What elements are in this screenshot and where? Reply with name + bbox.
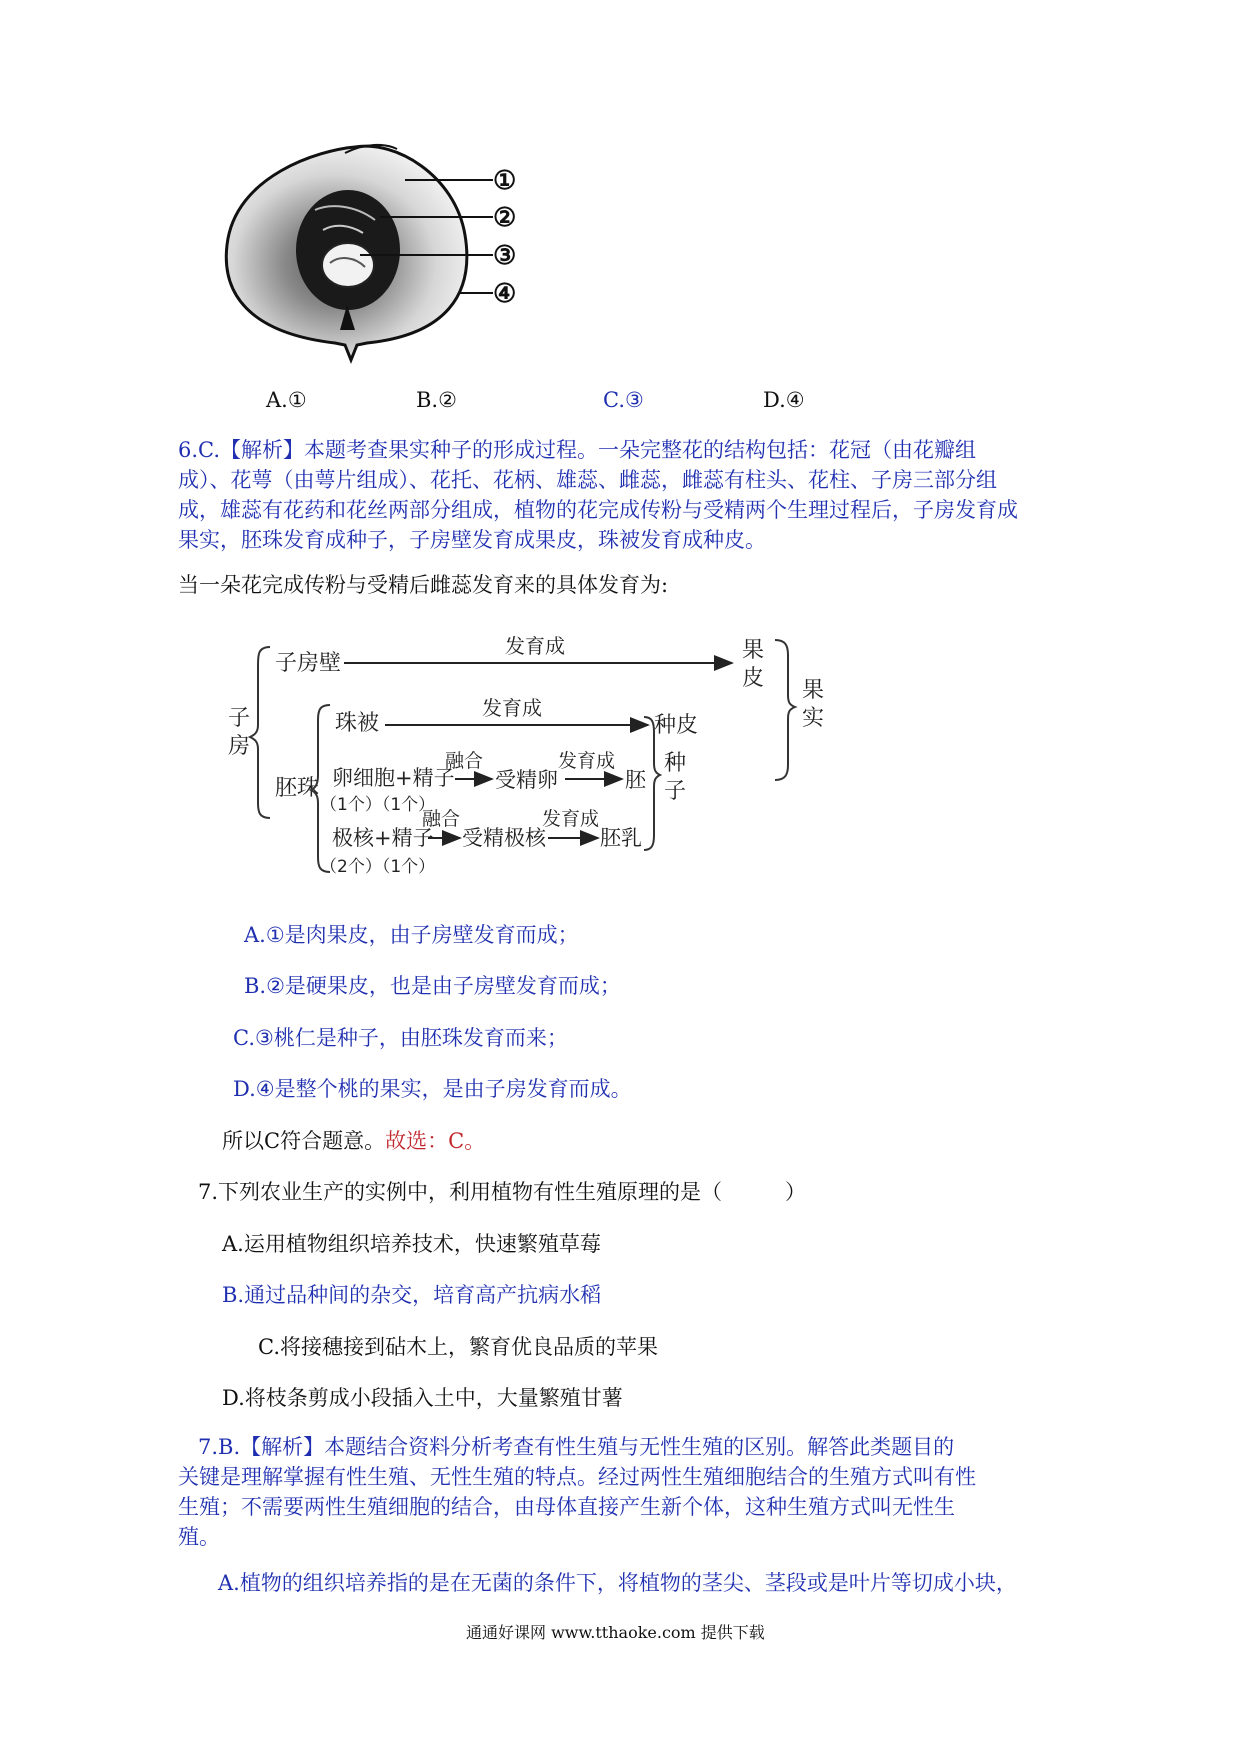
label-3: ③ [493, 241, 517, 271]
q6-explain-b: B.②是硬果皮，也是由子房壁发育而成； [244, 974, 621, 998]
q7-analysis [178, 1432, 1058, 1552]
seed-coat: 种皮 [654, 713, 699, 738]
ovary-wall: 子房壁 [275, 651, 342, 676]
q6-explain-d: D.④是整个桃的果实，是由子房发育而成。 [233, 1077, 632, 1101]
q7-option-a: A.运用植物组织培养技术，快速繁殖草莓 [222, 1232, 601, 1256]
embryo: 胚 [625, 768, 646, 792]
endosperm: 胚乳 [600, 826, 642, 850]
develop-label-4: 发育成 [542, 808, 600, 830]
q6-explain-c: C.③桃仁是种子，由胚珠发育而来； [233, 1026, 568, 1050]
q7-explain-a: A.植物的组织培养指的是在无菌的条件下，将植物的茎尖、茎段或是叶片等切成小块， [218, 1571, 1017, 1595]
develop-label-3: 发育成 [558, 750, 616, 772]
polar-sperm: 极核+精子 [332, 826, 434, 850]
ovary-development-diagram [220, 625, 860, 915]
q7-analysis-line: 7.B.【解析】本题结合资料分析考查有性生殖与无性生殖的区别。解答此类题目的 [198, 1435, 955, 1459]
q6-intro: 当一朵花完成传粉与受精后雌蕊发育来的具体发育为: [178, 573, 669, 597]
label-4: ④ [493, 279, 517, 309]
zygote: 受精卵 [495, 768, 558, 792]
q6-conclusion-line [222, 1126, 485, 1156]
integument: 珠被 [335, 711, 380, 736]
q6-option-b: B.② [416, 388, 457, 412]
q7-option-b: B.通过品种间的杂交，培育高产抗病水稻 [222, 1283, 602, 1307]
label-1: ① [493, 166, 517, 196]
ovary-char-2: 房 [228, 734, 251, 759]
q7-analysis-line: 关键是理解掌握有性生殖、无性生殖的特点。经过两性生殖细胞结合的生殖方式叫有性 [178, 1465, 976, 1489]
q6-conclusion: 所以C符合题意。 [222, 1129, 386, 1153]
label-2: ② [493, 203, 517, 233]
fusion-label-1: 融合 [445, 750, 484, 772]
ovary-brace [250, 647, 270, 818]
q6-explain-a: A.①是肉果皮，由子房壁发育而成； [244, 923, 579, 947]
pericarp-char-2: 皮 [742, 666, 765, 691]
seed-char-2: 子 [664, 779, 687, 804]
polar-counts: （2个）（1个） [320, 857, 436, 877]
q7-option-c: C.将接穗接到砧木上，繁育优良品质的苹果 [258, 1335, 658, 1359]
egg-counts: （1个）（1个） [320, 795, 436, 815]
ovule-brace [311, 705, 330, 872]
page-footer: 通通好课网 www.tthaoke.com 提供下载 [466, 1623, 765, 1642]
q6-analysis-line: 果实，胚珠发育成种子，子房壁发育成果皮，珠被发育成种皮。 [178, 528, 766, 552]
q7-analysis-line: 生殖；不需要两性生殖细胞的结合，由母体直接产生新个体，这种生殖方式叫无性生 [178, 1495, 955, 1519]
q7-question: 7.下列农业生产的实例中，利用植物有性生殖原理的是（ ） [198, 1180, 807, 1204]
q7-analysis-line: 殖。 [178, 1525, 220, 1549]
q7-option-d: D.将枝条剪成小段插入土中，大量繁殖甘薯 [222, 1386, 623, 1410]
ovary-char-1: 子 [228, 706, 251, 731]
fruit-char-2: 实 [802, 706, 825, 731]
develop-label-1: 发育成 [505, 634, 565, 658]
fusion-label-2: 融合 [422, 808, 461, 830]
q6-analysis-line: 6.C.【解析】本题考查果实种子的形成过程。一朵完整花的结构包括：花冠（由花瓣组 [178, 438, 977, 462]
pericarp-char-1: 果 [742, 638, 765, 663]
fruit-char-1: 果 [802, 678, 825, 703]
q6-analysis [178, 435, 1058, 555]
q6-option-c: C.③ [603, 388, 644, 412]
egg-sperm: 卵细胞+精子 [332, 766, 455, 790]
fruit-brace [775, 640, 795, 780]
q6-analysis-line: 成）、花萼（由萼片组成）、花托、花柄、雄蕊、雌蕊，雌蕊有柱头、花柱、子房三部分组 [178, 468, 997, 492]
develop-label-2: 发育成 [482, 696, 542, 720]
peach-seed [322, 243, 374, 287]
q6-analysis-line: 成，雄蕊有花药和花丝两部分组成，植物的花完成传粉与受精两个生理过程后，子房发育成 [178, 498, 1018, 522]
fertilized-polar: 受精极核 [462, 826, 546, 850]
q6-option-d: D.④ [763, 388, 805, 412]
seed-char-1: 种 [664, 751, 687, 776]
ovule: 胚珠 [275, 776, 320, 801]
q6-option-a: A.① [266, 388, 307, 412]
peach-cross-section-figure [215, 135, 595, 365]
q6-answer: 故选：C。 [385, 1129, 486, 1153]
